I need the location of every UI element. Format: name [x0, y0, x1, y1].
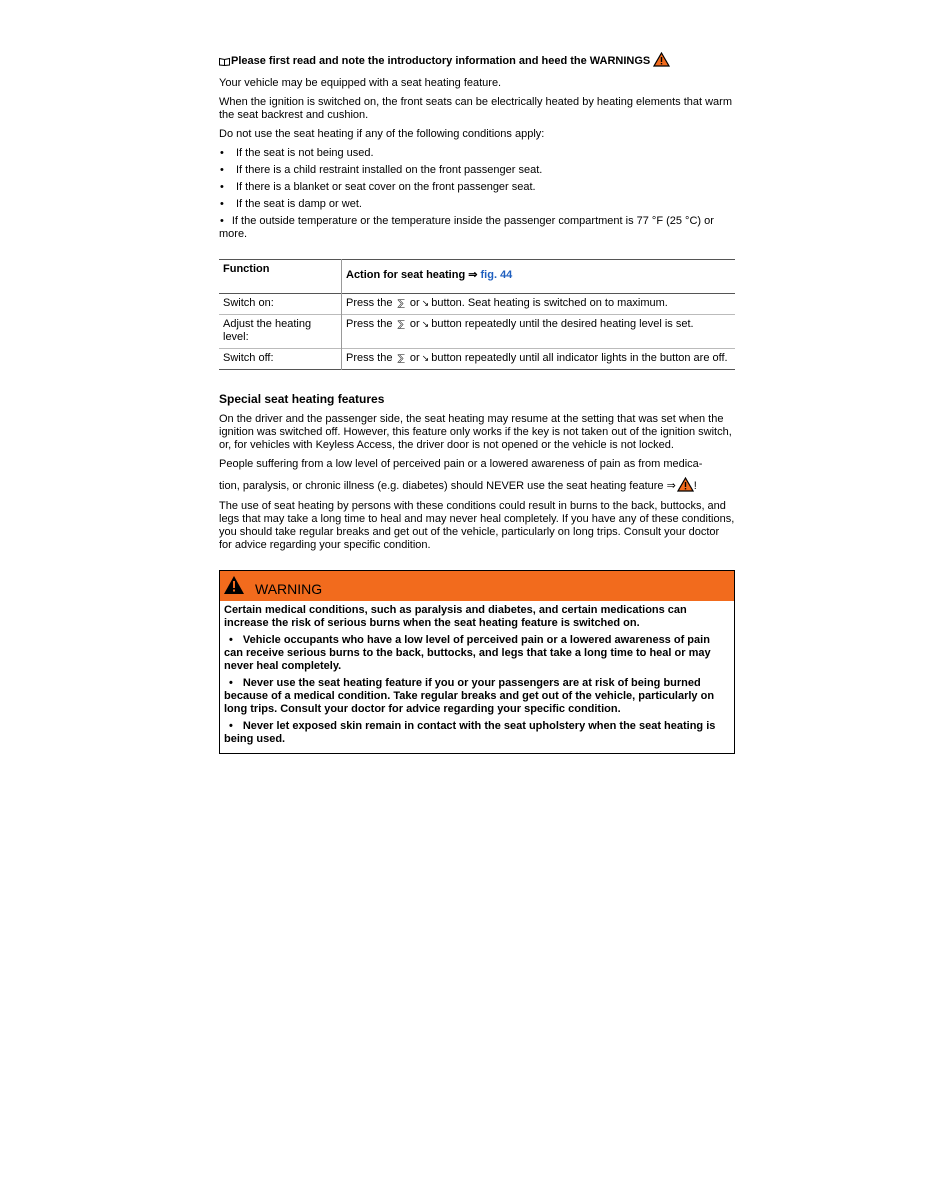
warning-lead: Certain medical conditions, such as paralysis and diabetes, and certain medications can increase the risk of serious burns when the seat heating feature is switched on.	[224, 604, 687, 629]
seat-heat-right-icon: ↘	[421, 319, 430, 329]
seat-heat-left-icon: ⅀	[397, 319, 405, 329]
table-row	[219, 294, 735, 315]
paragraph-conditions: Do not use the seat heating if any of the following conditions apply:	[219, 128, 545, 140]
special-features-title: Special seat heating features	[219, 392, 385, 406]
seat-heating-table	[219, 259, 735, 370]
header-function: Function	[219, 260, 342, 294]
paragraph-equipped: Your vehicle may be equipped with a seat heating feature.	[219, 77, 502, 89]
warning-item: • Never let exposed skin remain in contact with the seat upholstery when the seat heating is being used.	[224, 720, 716, 745]
warning-icon	[223, 575, 245, 598]
list-item: • If there is a child restraint installed on the front passenger seat.	[220, 164, 543, 176]
warning-item: • Never use the seat heating feature if you or your passengers are at risk of being burned because of a medical condition. Take regular breaks and get out of the vehicle, particularly on long trips. Consult your doctor for advice regarding your specific condition.	[224, 677, 715, 715]
seat-heat-right-icon: ↘	[421, 298, 430, 308]
seat-heat-right-icon: ↘	[421, 353, 430, 363]
row-function: Switch off:	[219, 349, 342, 370]
list-item: • If the seat is damp or wet.	[220, 198, 362, 210]
list-item: • If there is a blanket or seat cover on the front passenger seat.	[220, 181, 536, 193]
paragraph-resume: On the driver and the passenger side, the seat heating may resume at the setting that was set when the ignition was switched off. However, this feature only works if the key is not taken out of the ignition switch, or, for vehicles with Keyless Access, the driver door is not opened or the vehicle is not locked.	[219, 413, 732, 451]
conditions-list	[219, 147, 735, 241]
paragraph-burns: The use of seat heating by persons with these conditions could result in burns to the back, buttocks, and legs that may take a long time to heal and may never heal completely. If you have any of these conditions, you should take regular breaks and get out of the vehicle, particularly on long trips. Consult your doctor for advice regarding your specific condition.	[219, 500, 735, 551]
fig-44-link[interactable]: fig. 44	[480, 269, 513, 281]
paragraph-pain: People suffering from a low level of perceived pain or a lowered awareness of pain as from medica- tion, paralysis, or chronic illness (e.g. diabetes) should NEVER use the seat heating feature ⇒ !	[219, 458, 735, 496]
seat-heat-left-icon: ⅀	[397, 298, 405, 308]
list-item: • If the outside temperature or the temperature inside the passenger compartment is 77 °F (25 °C) or more.	[219, 215, 714, 240]
seat-heat-left-icon: ⅀	[397, 353, 405, 363]
warning-triangle-icon	[653, 52, 670, 71]
row-action: Press the ⅀ or ↘ button. Seat heating is switched on to maximum.	[346, 297, 668, 309]
row-function: Switch on:	[219, 294, 342, 315]
warning-item: • Vehicle occupants who have a low level of perceived pain or a lowered awareness of pain can receive serious burns to the back, buttocks, and legs that take a long time to heal or may never heal completely.	[224, 634, 711, 672]
table-row	[219, 315, 735, 349]
list-item: • If the seat is not being used.	[220, 147, 374, 159]
book-icon	[219, 57, 230, 66]
warning-body	[220, 601, 734, 753]
row-action: Press the ⅀ or ↘ button repeatedly until all indicator lights in the button are off.	[346, 352, 728, 364]
warning-triangle-icon	[677, 477, 694, 496]
manual-page	[219, 52, 735, 754]
intro-heading	[219, 52, 735, 71]
table-header-row	[219, 260, 735, 294]
header-action: Action for seat heating ⇒ fig. 44	[346, 269, 513, 281]
row-function: Adjust the heating level:	[219, 315, 342, 349]
warning-header	[220, 571, 734, 601]
warning-label: WARNING	[255, 581, 323, 597]
table-row	[219, 349, 735, 370]
intro-heading-text: Please first read and note the introductory information and heed the WARNINGS	[231, 55, 651, 67]
warning-box	[219, 570, 735, 754]
row-action: Press the ⅀ or ↘ button repeatedly until the desired heating level is set.	[346, 318, 694, 330]
paragraph-ignition: When the ignition is switched on, the front seats can be electrically heated by heating elements that warm the seat backrest and cushion.	[219, 96, 733, 121]
